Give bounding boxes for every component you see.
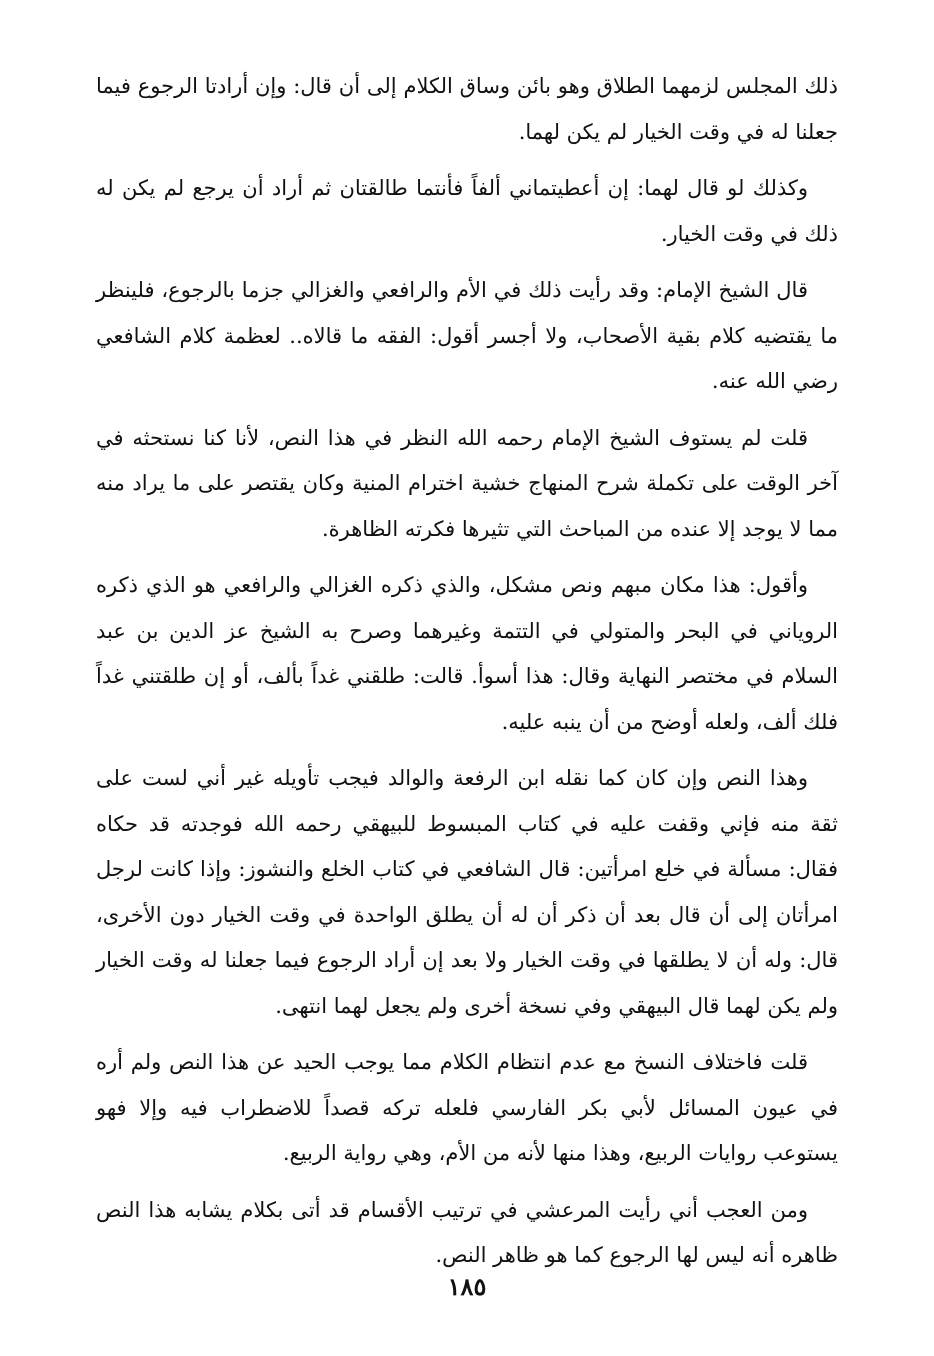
paragraph-2: وكذلك لو قال لهما: إن أعطيتماني ألفاً فأنتما طالقتان ثم أراد أن يرجع لم يكن له ذلك في وقت الخيار. [96, 176, 838, 246]
paragraph-7: قلت فاختلاف النسخ مع عدم انتظام الكلام مما يوجب الحيد عن هذا النص ولم أره في عيون المسائل لأبي بكر الفارسي فلعله تركه قصداً للاضطراب فيه وإلا فهو يستوعب روايات الربيع، وهذا منها لأنه من الأم، وهي رواية الربيع. [96, 1050, 838, 1165]
paragraph-8: ومن العجب أني رأيت المرعشي في ترتيب الأقسام قد أتى بكلام يشابه هذا النص ظاهره أنه ليس لها الرجوع كما هو ظاهر النص. [96, 1197, 838, 1267]
paragraph-5: وأقول: هذا مكان مبهم ونص مشكل، والذي ذكره الغزالي والرافعي هو الذي ذكره الروياني في البحر والمتولي في التتمة وغيرهما وصرح به الشيخ عز الدين بن عبد السلام في مختصر النهاية وقال: هذا أسوأ. قالت: طلقني غداً بألف، أو إن طلقتني غداً فلك ألف، ولعله أوضح من أن ينبه عليه. [96, 573, 838, 734]
paragraph-4: قلت لم يستوف الشيخ الإمام رحمه الله النظر في هذا النص، لأنا كنا نستحثه في آخر الوقت على تكملة شرح المنهاج خشية اخترام المنية وكان يقتصر على ما يراد منه مما لا يوجد إلا عنده من المباحث التي تثيرها فكرته الظاهرة. [96, 425, 838, 541]
page-number: ١٨٥ [447, 1272, 487, 1301]
paragraph-1: ذلك المجلس لزمهما الطلاق وهو بائن وساق الكلام إلى أن قال: وإن أرادتا الرجوع فيما جعلنا له في وقت الخيار لم يكن لهما. [96, 74, 838, 144]
paragraph-3: قال الشيخ الإمام: وقد رأيت ذلك في الأم والرافعي والغزالي جزما بالرجوع، فلينظر ما يقتضيه كلام بقية الأصحاب، ولا أجسر أقول: الفقه ما قالاه.. لعظمة كلام الشافعي رضي الله عنه. [96, 278, 838, 393]
paragraph-6: وهذا النص وإن كان كما نقله ابن الرفعة والوالد فيجب تأويله غير أني لست على ثقة منه فإني وقفت عليه في كتاب المبسوط للبيهقي رحمه الله فوجدته قد حكاه فقال: مسألة في خلع امرأتين: قال الشافعي في كتاب الخلع والنشوز: وإذا كانت لرجل امرأتان إلى أن قال بعد أن ذكر أن له أن يطلق الواحدة في وقت الخيار دون الأخرى، قال: وله أن لا يطلقها في وقت الخيار ولا بعد إن أراد الرجوع فيما جعلنا له وقت الخيار ولم يكن لهما قال البيهقي وفي نسخة أخرى ولم يجعل لهما انتهى. [96, 766, 838, 1018]
page-body [96, 64, 838, 1290]
